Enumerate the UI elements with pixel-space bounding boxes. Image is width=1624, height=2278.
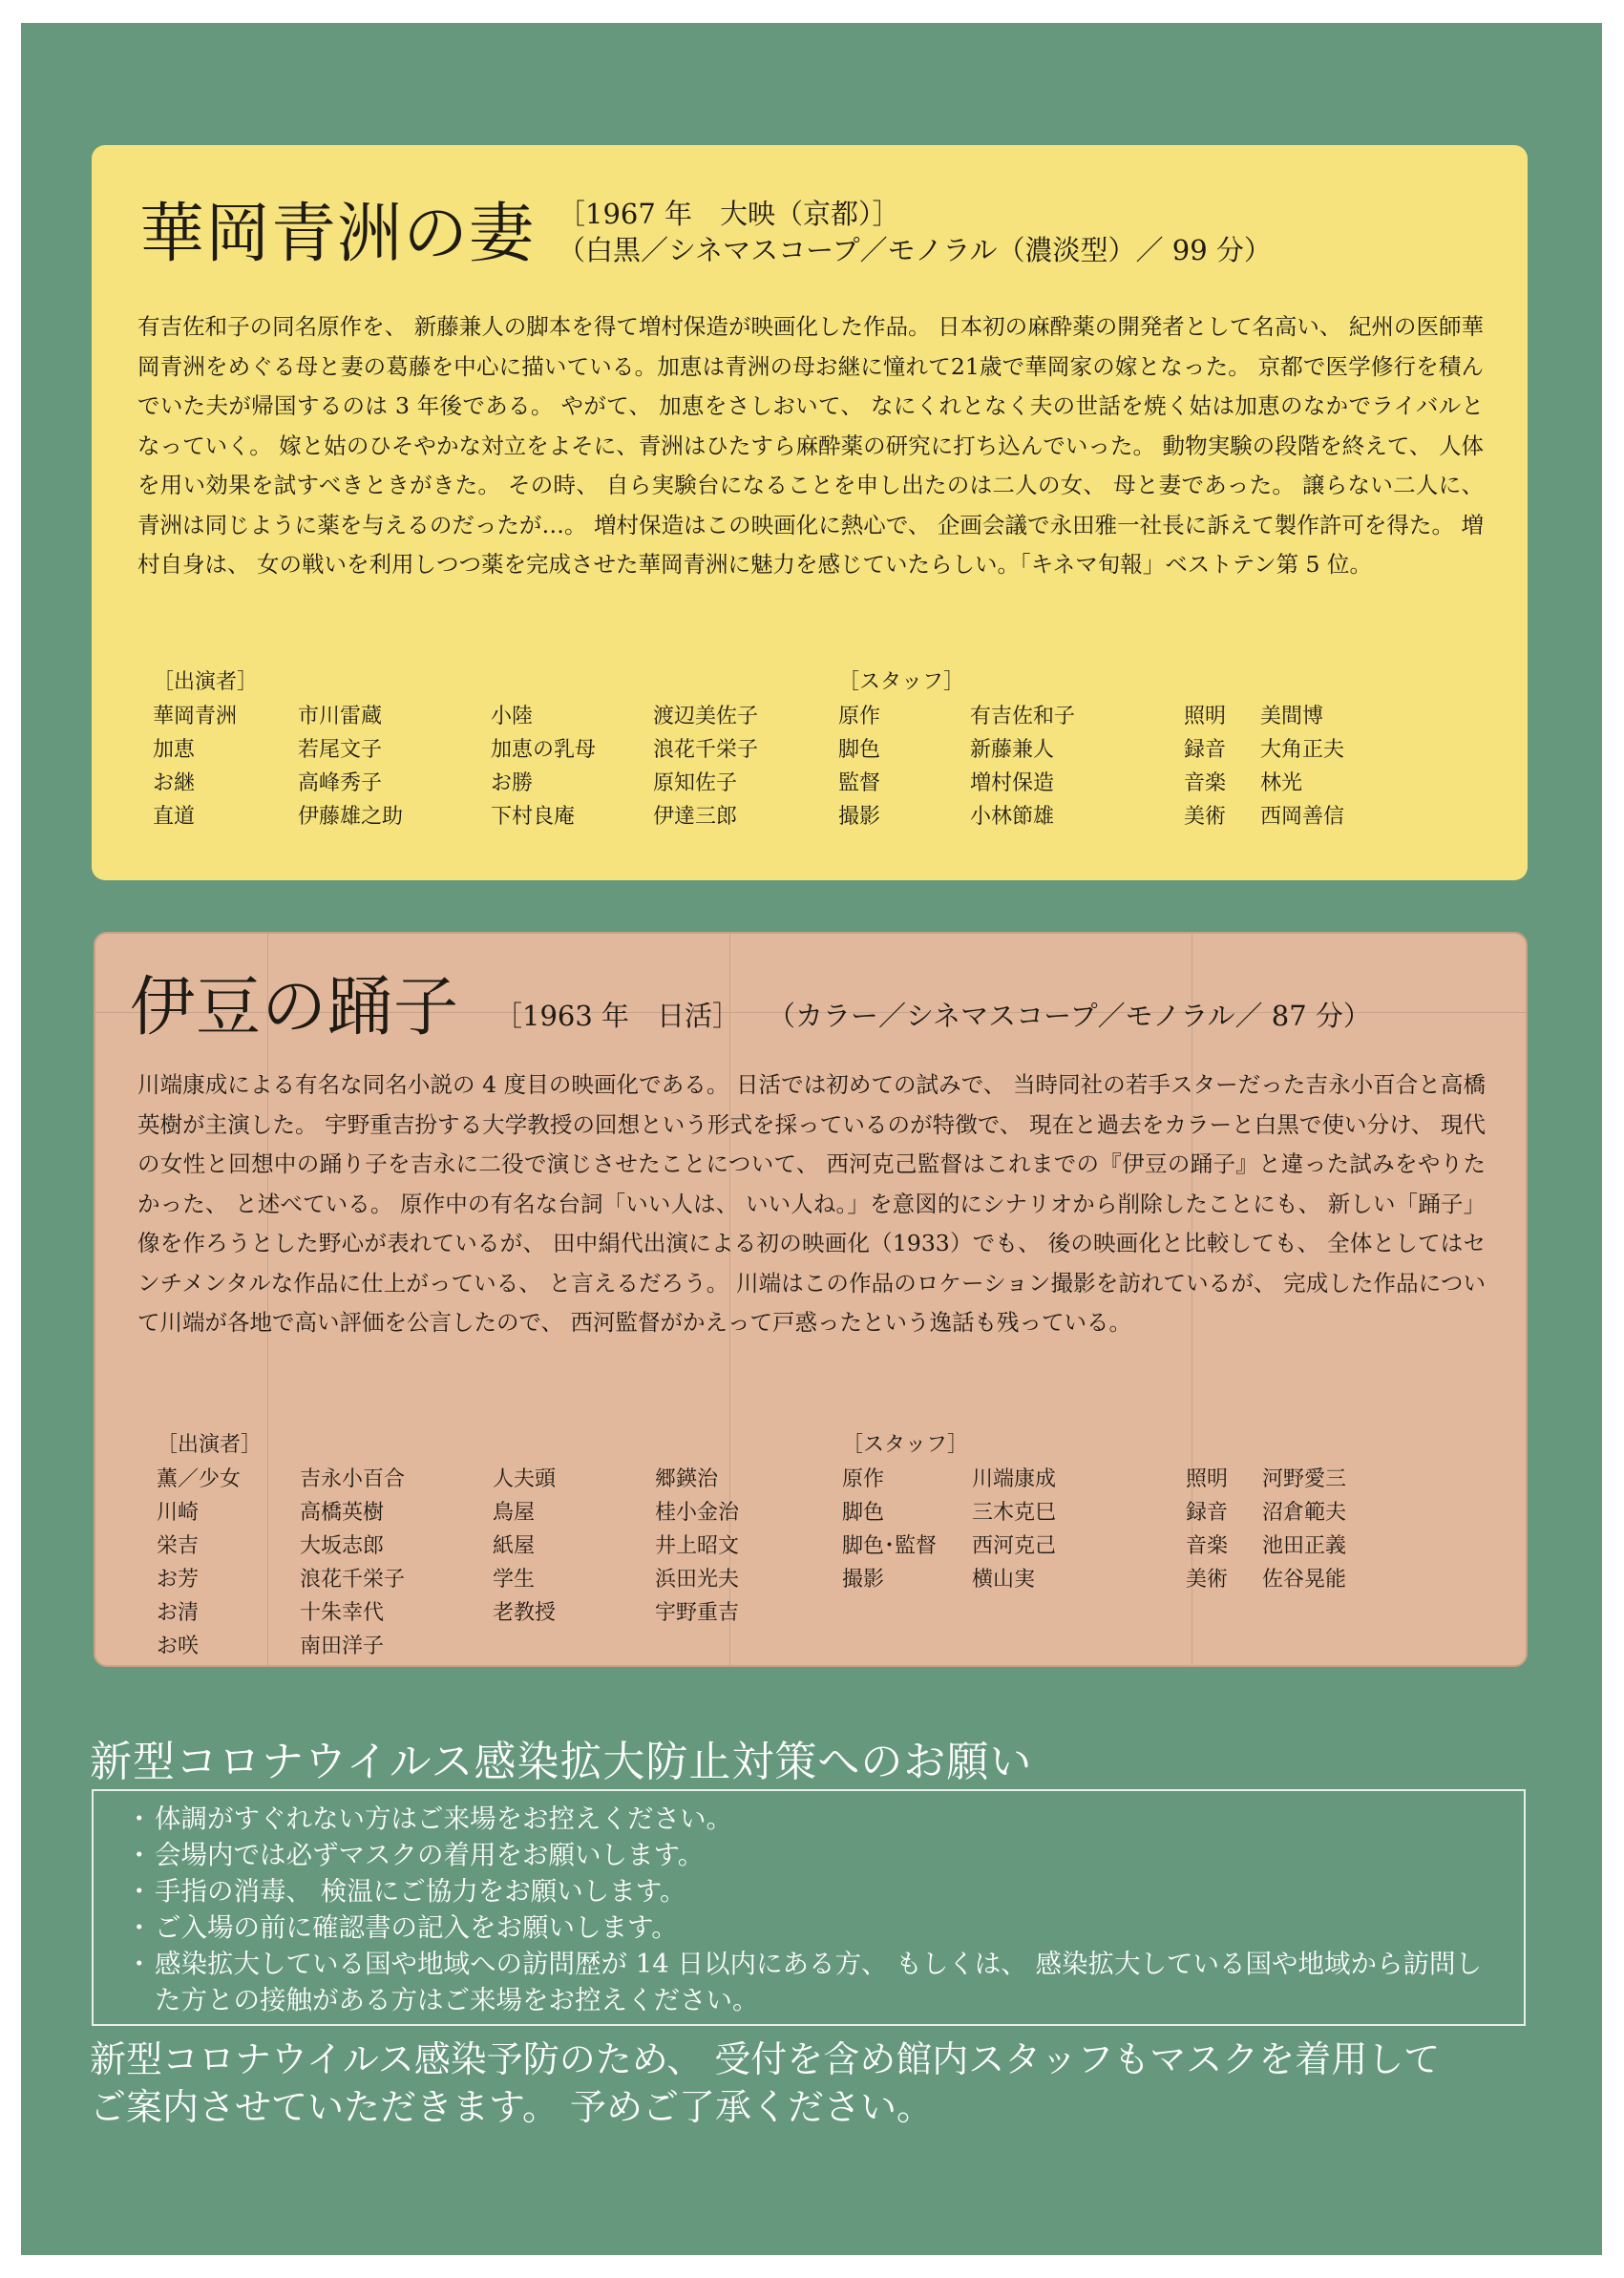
cast-actor: 宇野重吉 — [655, 1601, 740, 1625]
cast-role: 薫／少女 — [157, 1467, 242, 1491]
cast-role: 栄吉 — [157, 1534, 200, 1558]
notice-item — [120, 1909, 1505, 1946]
staff-role: 音楽 — [1184, 771, 1227, 795]
cast-actor: 伊藤雄之助 — [298, 805, 404, 829]
staff-name: 西河克己 — [972, 1534, 1057, 1558]
notice-item-text: ご入場の前に確認書の記入をお願いします。 — [155, 1912, 678, 1943]
film-description: 川端康成による有名な同名小説の 4 度目の映画化である。 日活では初めての試みで、 当時同社の若手スターだった吉永小百合と高橋英樹が主演した。 宇野重吉扮する大学教授の回想という形式を採っているのが特徴で、 現在と過去をカラーと白黒で使い分け、 現代の女性と回想中の踊り子を吉永に二役で演じさせたことについて、 西河克己監督はこれまでの『伊豆の踊子』と違った試みをやりたかった、 と述べている。 原作中の有名な台詞「いい人は、 いい人ね。」を意図的にシナリオから削除したことにも、 新しい「踊子」像を作ろうとした野心が表れているが、 田中絹代出演による初の映画化（1933）でも、 後の映画化と比較しても、 全体としてはセンチメンタルな作品に仕上がっている、 と言えるだろう。 川端はこの作品のロケーション撮影を訪れているが、 完成した作品について川端が各地で高い評価を公言したので、 西河監督がかえって戸惑ったという逸話も残っている。 — [137, 1071, 1486, 1336]
cast-actor: 郷鍈治 — [655, 1467, 719, 1491]
notice-item-text: 会場内では必ずマスクの着用をお願いします。 — [155, 1840, 705, 1870]
staff-role: 脚色 — [838, 738, 881, 762]
film-card-hanaoka — [92, 145, 1528, 880]
staff-name: 沼倉範夫 — [1262, 1501, 1347, 1525]
cast-role: 鳥屋 — [493, 1501, 536, 1525]
staff-roles-column — [1186, 1463, 1228, 1596]
staff-role: 原作 — [838, 705, 881, 728]
flyer-page — [21, 23, 1602, 2255]
film-format: （白黒／シネマスコープ／モノラル（濃淡型）／ 99 分） — [558, 234, 1272, 266]
staff-role: 美術 — [1186, 1568, 1229, 1592]
cast-roles-column — [491, 700, 596, 833]
cast-label: ［出演者］ — [157, 1433, 263, 1457]
staff-label: ［スタッフ］ — [838, 670, 965, 694]
staff-role: 原作 — [842, 1467, 885, 1491]
bullet-icon: ・ — [126, 1912, 153, 1943]
notice-box — [92, 1789, 1526, 2026]
cast-role: 華岡青洲 — [153, 705, 238, 728]
cast-actors-column — [300, 1463, 405, 1663]
staff-role: 照明 — [1186, 1467, 1229, 1491]
notice-item — [120, 1946, 1505, 2018]
cast-actor: 井上昭文 — [655, 1534, 740, 1558]
staff-role: 脚色･監督 — [842, 1534, 938, 1558]
cast-actor: 吉永小百合 — [300, 1467, 406, 1491]
cast-role: 直道 — [153, 805, 196, 829]
staff-name: 美間博 — [1260, 705, 1324, 728]
notice-item-text: 手指の消毒、 検温にご協力をお願いします。 — [155, 1876, 686, 1907]
bullet-icon: ・ — [126, 1840, 153, 1870]
cast-actor: 市川雷蔵 — [298, 705, 383, 728]
bullet-icon: ・ — [126, 1803, 153, 1834]
staff-role: 録音 — [1186, 1501, 1229, 1525]
staff-role: 撮影 — [842, 1568, 885, 1592]
cast-role: お清 — [157, 1601, 200, 1625]
cast-actor: 高橋英樹 — [300, 1501, 385, 1525]
staff-role: 監督 — [838, 771, 881, 795]
cast-role: 川崎 — [157, 1501, 200, 1525]
film-format: （カラー／シネマスコープ／モノラル／ 87 分） — [768, 1000, 1371, 1032]
film-title: 伊豆の踊子 — [130, 970, 460, 1045]
film-description: 有吉佐和子の同名原作を、 新藤兼人の脚本を得て増村保造が映画化した作品。 日本初の麻酔薬の開発者として名高い、 紀州の医師華岡青洲をめぐる母と妻の葛藤を中心に描いている。加恵は青洲の母お継に憧れて21歳で華岡家の嫁となった。 京都で医学修行を積んでいた夫が帰国するのは 3 年後である。 やがて、 加恵をさしおいて、 なにくれとなく夫の世話を焼く姑は加恵のなかでライバルとなっていく。 嫁と姑のひそやかな対立をよそに、青洲はひたすら麻酔薬の研究に打ち込んでいった。 動物実験の段階を終えて、 人体を用い効果を試すべきときがきた。 その時、 自ら実験台になることを申し出たのは二人の女、 母と妻であった。 譲らない二人に、 青洲は同じように薬を与えるのだったが…。 増村保造はこの映画化に熱心で、 企画会議で永田雅一社長に訴えて製作許可を得た。 増村自身は、 女の戦いを利用しつつ薬を完成させた華岡青洲に魅力を感じていたらしい。「キネマ旬報」ベストテン第 5 位。 — [137, 313, 1484, 578]
staff-roles-column — [1184, 700, 1226, 833]
staff-roles-column — [842, 1463, 937, 1596]
cast-role: お芳 — [157, 1568, 200, 1592]
staff-name: 小林節雄 — [970, 805, 1055, 829]
staff-name: 新藤兼人 — [970, 738, 1055, 762]
staff-names-column — [972, 1463, 1056, 1596]
cast-actor: 大坂志郎 — [300, 1534, 385, 1558]
bullet-icon: ・ — [126, 1949, 153, 1979]
notice-list — [120, 1801, 1505, 2018]
cast-actors-column — [653, 700, 758, 833]
cast-role: 老教授 — [493, 1601, 557, 1625]
cast-actors-column — [298, 700, 403, 833]
cast-actor: 浪花千栄子 — [300, 1568, 406, 1592]
cast-role: 加恵 — [153, 738, 196, 762]
cast-role: 加恵の乳母 — [491, 738, 597, 762]
notice-heading: 新型コロナウイルス感染拡大防止対策へのお願い — [90, 1738, 1033, 1786]
cast-roles-column — [157, 1463, 241, 1663]
cast-role: 下村良庵 — [491, 805, 576, 829]
staff-name: 西岡善信 — [1260, 805, 1345, 829]
staff-role: 美術 — [1184, 805, 1227, 829]
staff-name: 川端康成 — [972, 1467, 1057, 1491]
staff-name: 林光 — [1260, 771, 1303, 795]
footer-notice: 新型コロナウイルス感染予防のため、 受付を含め館内スタッフもマスクを着用してご案内させていただきます。 予めご了承ください。 — [90, 2038, 1441, 2128]
cast-role: お継 — [153, 771, 196, 795]
staff-names-column — [970, 700, 1075, 833]
notice-item-text: 感染拡大している国や地域への訪問歴が 14 日以内にある方、 もしくは、 感染拡大している国や地域から訪問した方との接触がある方はご来場をお控えください。 — [155, 1949, 1482, 2015]
staff-label: ［スタッフ］ — [842, 1433, 969, 1457]
cast-actor: 南田洋子 — [300, 1635, 385, 1658]
cast-roles-column — [153, 700, 237, 833]
notice-item — [120, 1837, 1505, 1873]
cast-actor: 十朱幸代 — [300, 1601, 385, 1625]
cast-actor: 桂小金治 — [655, 1501, 740, 1525]
cast-role: 人夫頭 — [493, 1467, 557, 1491]
cast-role: お勝 — [491, 771, 534, 795]
staff-name: 有吉佐和子 — [970, 705, 1076, 728]
staff-name: 三木克巳 — [972, 1501, 1057, 1525]
cast-role: 小陸 — [491, 705, 534, 728]
cast-actor: 浪花千栄子 — [653, 738, 759, 762]
cast-role: 学生 — [493, 1568, 536, 1592]
notice-item-text: 体調がすぐれない方はご来場をお控えください。 — [155, 1803, 732, 1834]
staff-name: 大角正夫 — [1260, 738, 1345, 762]
film-year-studio: ［1963 年 日活］ — [495, 1000, 741, 1032]
cast-actor: 伊達三郎 — [653, 805, 738, 829]
notice-item — [120, 1873, 1505, 1909]
film-title: 華岡青洲の妻 — [139, 197, 536, 272]
bullet-icon: ・ — [126, 1876, 153, 1907]
cast-label: ［出演者］ — [153, 670, 259, 694]
staff-role: 脚色 — [842, 1501, 885, 1525]
staff-name: 増村保造 — [970, 771, 1055, 795]
cast-actor: 渡辺美佐子 — [653, 705, 759, 728]
staff-role: 照明 — [1184, 705, 1227, 728]
cast-actor: 高峰秀子 — [298, 771, 383, 795]
staff-name: 河野愛三 — [1262, 1467, 1347, 1491]
staff-name: 池田正義 — [1262, 1534, 1347, 1558]
cast-actor: 若尾文子 — [298, 738, 383, 762]
cast-roles-column — [493, 1463, 556, 1630]
staff-role: 撮影 — [838, 805, 881, 829]
film-card-izu — [94, 932, 1528, 1667]
cast-actors-column — [655, 1463, 739, 1630]
cast-actor: 原知佐子 — [653, 771, 738, 795]
cast-role: お咲 — [157, 1635, 200, 1658]
staff-role: 録音 — [1184, 738, 1227, 762]
staff-names-column — [1262, 1463, 1346, 1596]
staff-name: 横山実 — [972, 1568, 1036, 1592]
staff-names-column — [1260, 700, 1344, 833]
staff-role: 音楽 — [1186, 1534, 1229, 1558]
notice-item — [120, 1801, 1505, 1837]
staff-name: 佐谷晃能 — [1262, 1568, 1347, 1592]
staff-roles-column — [838, 700, 880, 833]
cast-role: 紙屋 — [493, 1534, 536, 1558]
cast-actor: 浜田光夫 — [655, 1568, 740, 1592]
film-year-studio: ［1967 年 大映（京都）］ — [558, 198, 900, 230]
